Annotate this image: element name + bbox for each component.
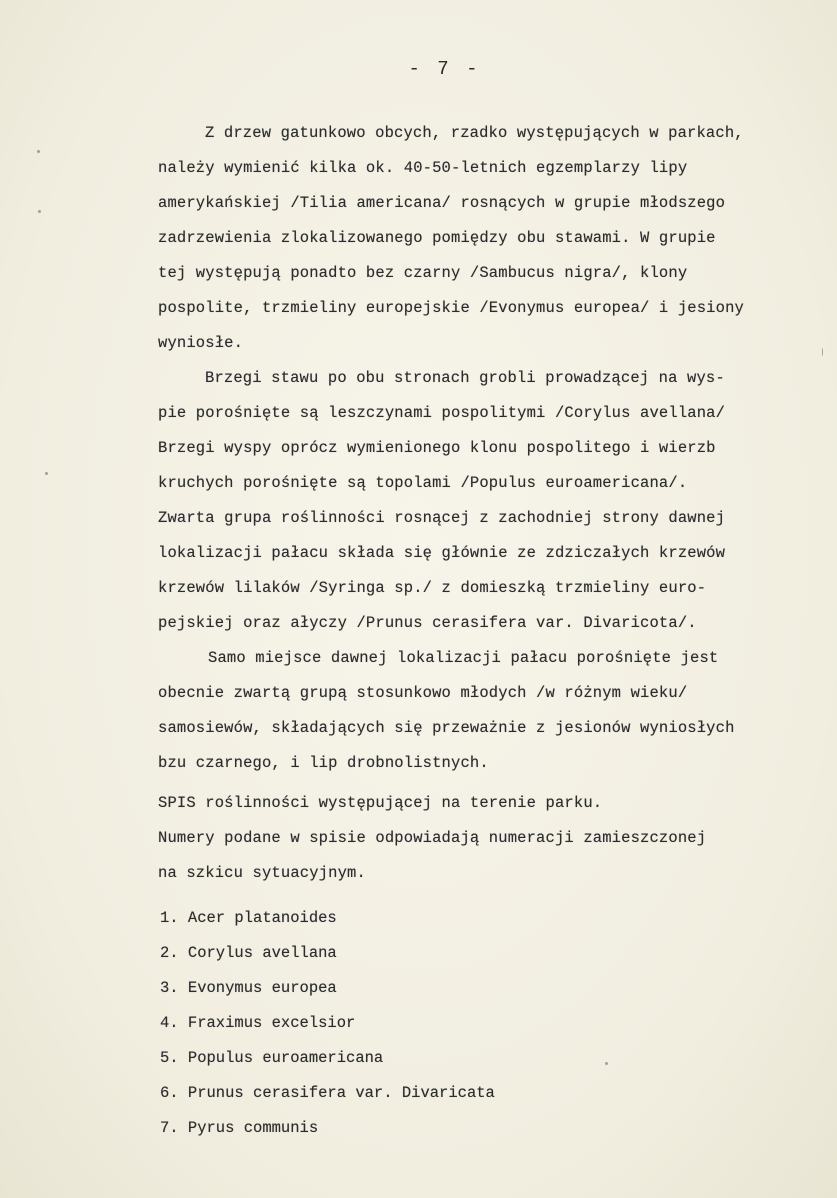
paragraph-1-line-2: należy wymienić kilka ok. 40-50-letnich egzemplarzy lipy <box>158 159 688 177</box>
paragraph-1-line-3: amerykańskiej /Tilia americana/ rosnących w grupie młodszego <box>158 194 726 212</box>
paragraph-2-line-6: lokalizacji pałacu składa się głównie ze zdziczałych krzewów <box>158 544 726 562</box>
paragraph-1-line-6: pospolite, trzmieliny europejskie /Evonymus europea/ i jesiony <box>158 299 744 317</box>
margin-speck <box>605 1062 608 1065</box>
paragraph-2-line-4: kruchych porośnięte są topolami /Populus euroamericana/. <box>158 474 688 492</box>
paragraph-2-line-1: Brzegi stawu po obu stronach grobli prowadzącej na wys- <box>205 369 725 387</box>
paragraph-3-line-1: Samo miejsce dawnej lokalizacji pałacu porośnięte jest <box>208 649 719 667</box>
list-item: 4. Fraximus excelsior <box>160 1014 356 1032</box>
paragraph-1-line-7: wyniosłe. <box>158 334 244 352</box>
page-number: - 7 - <box>408 58 481 80</box>
paragraph-3-line-2: obecnie zwartą grupą stosunkowo młodych /w różnym wieku/ <box>158 684 688 702</box>
paragraph-2-line-7: krzewów lilaków /Syringa sp./ z domieszką trzmieliny euro- <box>158 579 707 597</box>
margin-speck <box>38 210 41 213</box>
paragraph-2-line-5: Zwarta grupa roślinności rosnącej z zachodniej strony dawnej <box>158 509 726 527</box>
paragraph-1-line-4: zadrzewienia zlokalizowanego pomiędzy obu stawami. W grupie <box>158 229 716 247</box>
list-item: 2. Corylus avellana <box>160 944 337 962</box>
list-item: 7. Pyrus communis <box>160 1119 319 1137</box>
list-item: 5. Populus euroamericana <box>160 1049 384 1067</box>
list-note-line-1: Numery podane w spisie odpowiadają numeracji zamieszczonej <box>158 829 707 847</box>
paragraph-3-line-4: bzu czarnego, i lip drobnolistnych. <box>158 754 489 772</box>
paragraph-2-line-2: pie porośnięte są leszczynami pospolitymi /Corylus avellana/ <box>158 404 726 422</box>
margin-speck <box>822 348 823 356</box>
list-note-line-2: na szkicu sytuacyjnym. <box>158 864 366 882</box>
paragraph-2-line-8: pejskiej oraz ałyczy /Prunus cerasifera var. Divaricota/. <box>158 614 697 632</box>
margin-speck <box>45 472 48 475</box>
list-item: 6. Prunus cerasifera var. Divaricata <box>160 1084 495 1102</box>
list-item: 1. Acer platanoides <box>160 909 337 927</box>
list-heading: SPIS roślinności występującej na terenie parku. <box>158 794 603 812</box>
paragraph-1-line-1: Z drzew gatunkowo obcych, rzadko występujących w parkach, <box>205 124 744 142</box>
paragraph-3-line-3: samosiewów, składających się przeważnie z jesionów wyniosłych <box>158 719 735 737</box>
list-item: 3. Evonymus europea <box>160 979 337 997</box>
margin-speck <box>37 150 40 153</box>
paragraph-1-line-5: tej występują ponadto bez czarny /Sambucus nigra/, klony <box>158 264 688 282</box>
paragraph-2-line-3: Brzegi wyspy oprócz wymienionego klonu pospolitego i wierzb <box>158 439 716 457</box>
